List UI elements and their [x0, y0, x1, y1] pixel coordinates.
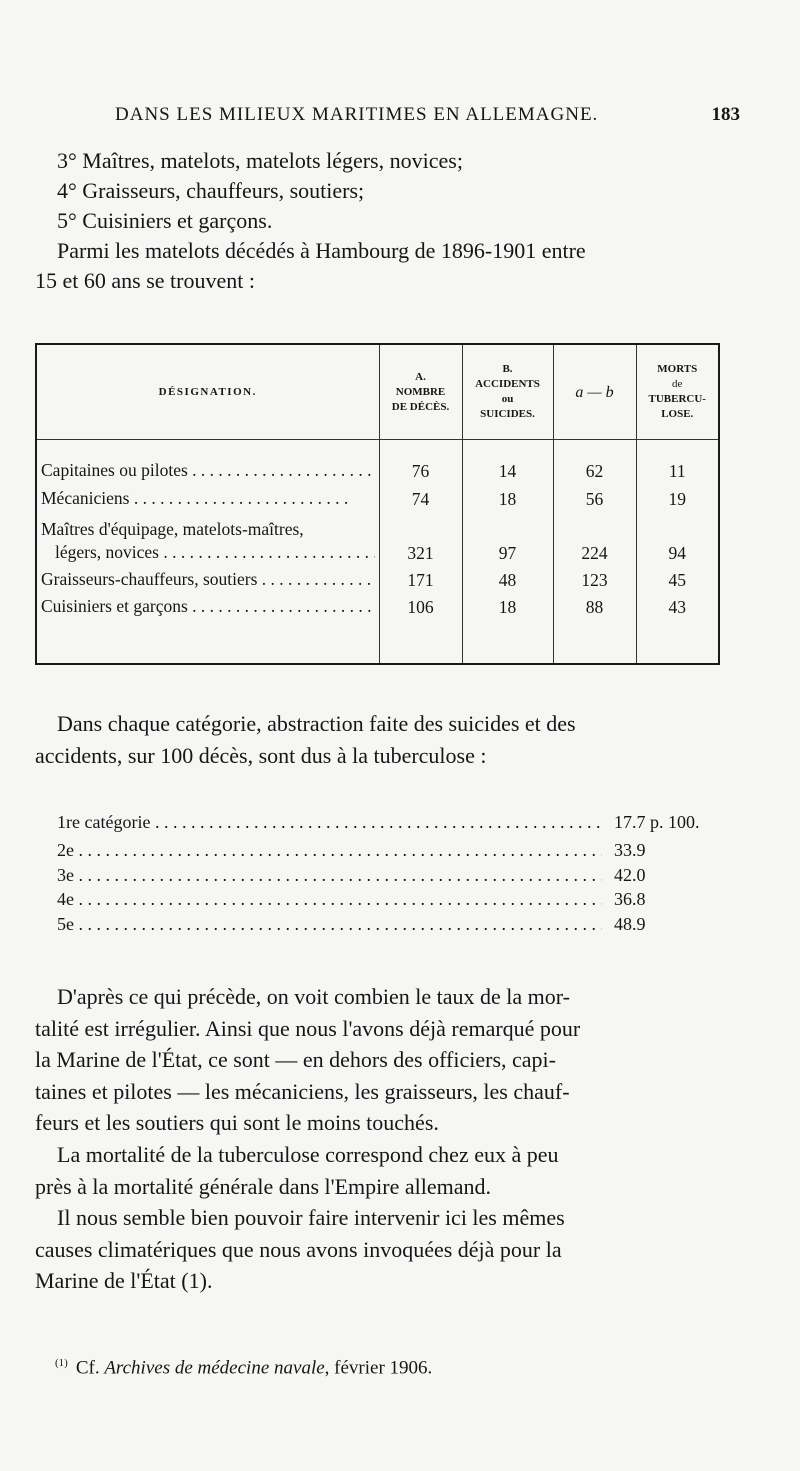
cell-a: 321	[379, 510, 462, 564]
footnote-marker: (1)	[55, 1357, 68, 1369]
category-row	[57, 837, 737, 863]
category-label: 3e . . .	[57, 862, 602, 888]
footnote	[55, 1357, 432, 1379]
cell-ab: 123	[553, 564, 636, 591]
footnote-prefix: Cf.	[75, 1357, 100, 1379]
paragraph-mortalite	[35, 981, 735, 1139]
cell-a: 76	[379, 440, 462, 482]
category-row	[57, 809, 737, 835]
table-row	[36, 482, 719, 510]
text-line: D'après ce qui précède, on voit combien le taux de la mor-	[57, 984, 570, 1009]
text-line: taines et pilotes — les mécaniciens, les graisseurs, les chauf-	[35, 1078, 570, 1104]
cell-morts: 45	[636, 564, 719, 591]
col-header-b	[462, 344, 553, 440]
col-b-line3: SUICIDES.	[480, 408, 535, 420]
text-line: feurs et les soutiers qui sont le moins touchés.	[35, 1110, 439, 1135]
category-value: 42.0	[614, 865, 646, 885]
col-a-line2: DE DÉCÈS.	[391, 400, 450, 413]
paragraph-tuberculose-intro	[35, 708, 735, 771]
table-header-row	[36, 344, 719, 440]
cell-ab: 224	[553, 510, 636, 564]
category-row	[57, 862, 737, 888]
text-line: près à la mortalité générale dans l'Empire allemand.	[35, 1173, 491, 1199]
paragraph-causes	[35, 1202, 735, 1297]
running-header	[115, 104, 740, 126]
cell-b: 18	[462, 591, 553, 618]
text-line: La mortalité de la tuberculose correspond chez eux à peu	[57, 1142, 559, 1167]
text-line: Il nous semble bien pouvoir faire intervenir ici les mêmes	[57, 1205, 565, 1230]
col-b-line2: ou	[501, 393, 514, 405]
col-b-line1: ACCIDENTS	[475, 378, 540, 390]
text-line: la Marine de l'État, ce sont — en dehors des officiers, capi-	[35, 1047, 556, 1072]
category-value: 36.8	[614, 889, 646, 909]
intro-line: 5° Cuisiniers et garçons.	[57, 208, 273, 233]
col-m-line1: MORTS	[657, 363, 698, 375]
category-label: 1re catégorie . . .	[57, 809, 602, 835]
row-label: Mécaniciens . . .	[36, 482, 379, 510]
col-header-designation: DÉSIGNATION.	[36, 344, 379, 440]
col-header-a-minus-b: a — b	[553, 344, 636, 440]
table-row	[36, 564, 719, 591]
col-m-line2: de	[672, 378, 683, 390]
cell-a: 171	[379, 564, 462, 591]
intro-line: 3° Maîtres, matelots, matelots légers, novices;	[57, 148, 463, 173]
mortality-table	[35, 343, 720, 665]
intro-line: 4° Graisseurs, chauffeurs, soutiers;	[57, 178, 365, 203]
intro-line: 15 et 60 ans se trouvent :	[35, 268, 255, 293]
cell-b: 18	[462, 482, 553, 510]
cell-morts: 94	[636, 510, 719, 564]
intro-line: Parmi les matelots décédés à Hambourg de 1896-1901 entre	[57, 238, 586, 263]
table-row	[36, 510, 719, 564]
row-label: Graisseurs-chauffeurs, soutiers . . .	[36, 564, 379, 591]
col-a-letter: A.	[415, 370, 426, 383]
table-row	[36, 440, 719, 482]
col-a-line1: NOMBRE	[395, 385, 446, 398]
category-label: 2e . . .	[57, 837, 602, 863]
col-header-morts	[636, 344, 719, 440]
table-row	[36, 591, 719, 618]
running-title: DANS LES MILIEUX MARITIMES EN ALLEMAGNE.	[115, 104, 599, 125]
cell-b: 97	[462, 510, 553, 564]
cell-morts: 19	[636, 482, 719, 510]
cell-b: 14	[462, 440, 553, 482]
category-value: 48.9	[614, 914, 646, 934]
footnote-date: , février 1906.	[324, 1357, 433, 1379]
cell-ab: 88	[553, 591, 636, 618]
col-m-line4: LOSE.	[661, 408, 694, 420]
paragraph-correspondance	[35, 1139, 735, 1202]
cell-a: 106	[379, 591, 462, 618]
row-label: Capitaines ou pilotes . . .	[36, 440, 379, 482]
cell-ab: 62	[553, 440, 636, 482]
category-row	[57, 886, 737, 912]
category-row	[57, 911, 737, 937]
page-number: 183	[711, 104, 740, 125]
col-b-letter: B.	[502, 363, 513, 375]
text-line: accidents, sur 100 décès, sont dus à la tuberculose :	[35, 742, 487, 768]
category-label: 5e . . .	[57, 911, 602, 937]
row-label: Cuisiniers et garçons . . .	[36, 591, 379, 618]
col-header-a	[379, 344, 462, 440]
cell-b: 48	[462, 564, 553, 591]
text-line: Marine de l'État (1).	[35, 1268, 213, 1293]
row-label: Maîtres d'équipage, matelots-maîtres, légers, novices . . .	[36, 510, 379, 564]
category-label: 4e . . .	[57, 886, 602, 912]
text-line: causes climatériques que nous avons invoquées déjà pour la	[35, 1236, 562, 1262]
cell-ab: 56	[553, 482, 636, 510]
category-value: 17.7 p. 100.	[614, 812, 700, 832]
cell-morts: 43	[636, 591, 719, 618]
footnote-source: Archives de médecine navale	[104, 1357, 325, 1379]
table-spacer-row	[36, 618, 719, 665]
col-m-line3: TUBERCU-	[648, 393, 706, 405]
cell-morts: 11	[636, 440, 719, 482]
cell-a: 74	[379, 482, 462, 510]
category-value: 33.9	[614, 840, 646, 860]
text-line: Dans chaque catégorie, abstraction faite des suicides et des	[57, 711, 576, 736]
text-line: talité est irrégulier. Ainsi que nous l'avons déjà remarqué pour	[35, 1015, 581, 1041]
